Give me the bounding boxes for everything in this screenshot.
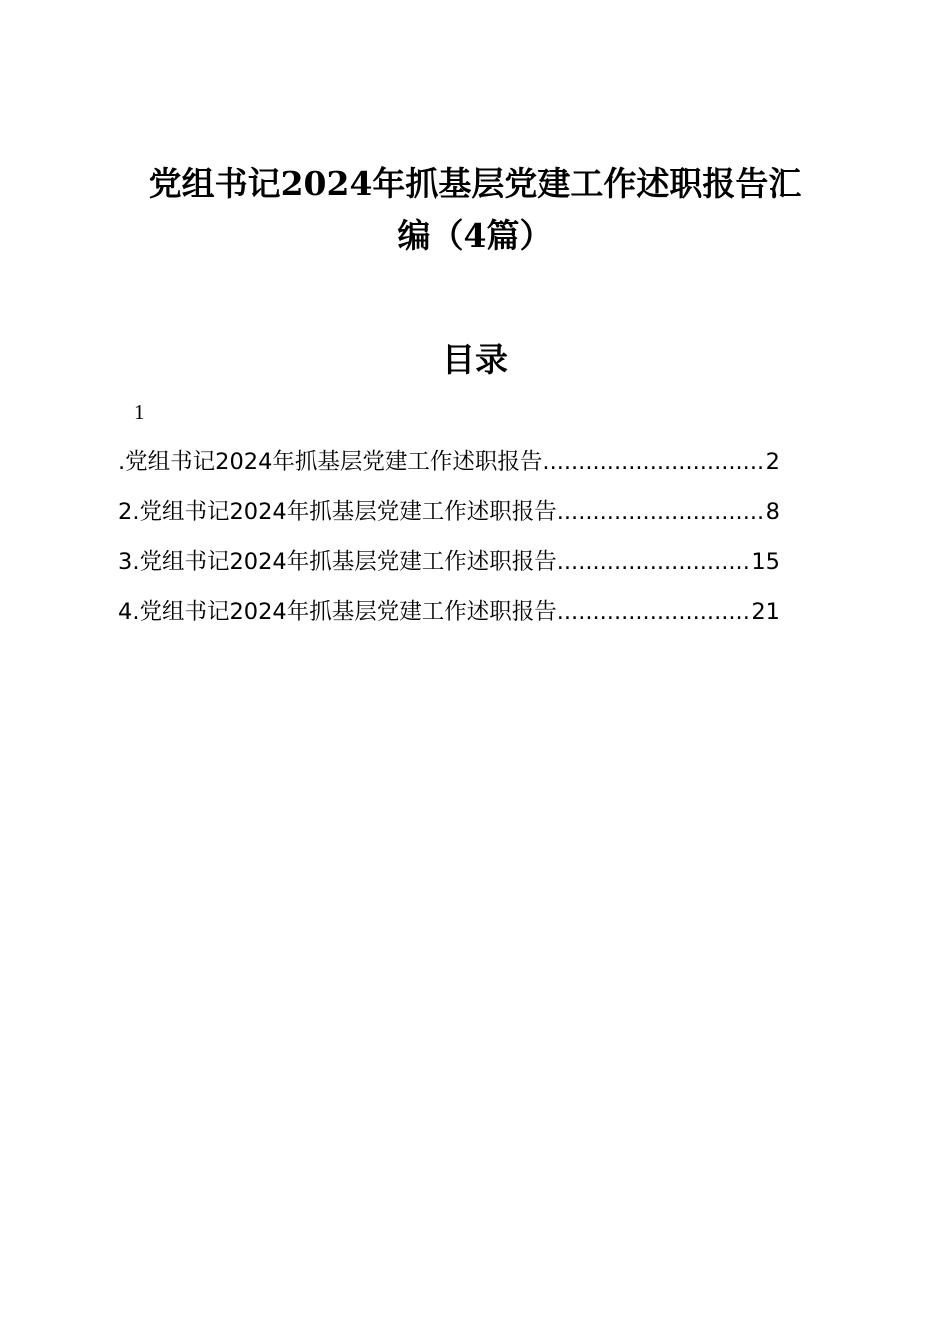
toc-entry-3[interactable] — [118, 544, 780, 594]
toc-heading: 目录 — [442, 340, 508, 379]
toc-entry-page: 21 — [751, 599, 780, 625]
toc-dot-leader — [557, 494, 766, 530]
toc-entry-page: 8 — [765, 499, 780, 525]
toc-entry-title: 4.党组书记2024年抓基层党建工作述职报告 — [118, 599, 557, 625]
document-title — [100, 158, 850, 262]
toc-entry-4[interactable] — [118, 594, 780, 644]
table-of-contents — [118, 444, 780, 644]
toc-stray-number: 1 — [134, 400, 145, 424]
toc-entry-2[interactable] — [118, 494, 780, 544]
toc-dot-leader — [557, 594, 752, 630]
toc-entry-page: 2 — [765, 449, 780, 475]
toc-entry-title: .党组书记2024年抓基层党建工作述职报告 — [118, 449, 543, 475]
toc-dot-leader — [542, 444, 765, 480]
document-title-line-2: 编（4篇） — [397, 216, 553, 255]
toc-dot-leader — [557, 544, 752, 580]
toc-entry-title: 3.党组书记2024年抓基层党建工作述职报告 — [118, 549, 557, 575]
document-title-line-1: 党组书记2024年抓基层党建工作述职报告汇 — [148, 164, 802, 203]
toc-entry-page: 15 — [751, 549, 780, 575]
toc-entry-1[interactable] — [118, 444, 780, 494]
toc-entry-title: 2.党组书记2024年抓基层党建工作述职报告 — [118, 499, 557, 525]
